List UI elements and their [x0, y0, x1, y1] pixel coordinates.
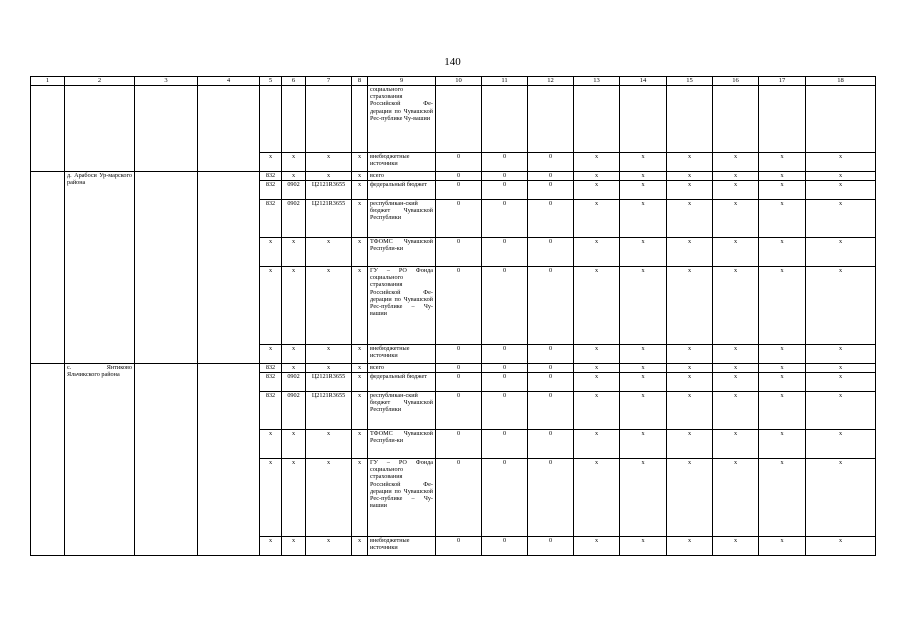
code-cell: 0902	[282, 181, 306, 200]
value-cell: 0	[482, 238, 528, 267]
table-cell	[198, 364, 260, 556]
value-cell: x	[759, 345, 806, 364]
code-cell: x	[260, 459, 282, 537]
source-cell: внебюджетные источники	[368, 537, 436, 556]
value-cell: x	[759, 238, 806, 267]
value-cell: 0	[482, 373, 528, 392]
code-cell: x	[260, 537, 282, 556]
code-cell: x	[282, 345, 306, 364]
table-cell	[135, 153, 198, 172]
table-cell	[135, 86, 198, 153]
source-cell: всего	[368, 172, 436, 181]
column-number: 11	[482, 77, 528, 86]
value-cell: x	[806, 238, 876, 267]
source-cell: социального страхования Российской Фе-дерации по Чувашской Рес-публике Чу-вашии	[368, 86, 436, 153]
value-cell: x	[759, 392, 806, 430]
value-cell: x	[806, 430, 876, 459]
code-cell: x	[352, 172, 368, 181]
value-cell: 0	[528, 373, 574, 392]
value-cell: 0	[528, 181, 574, 200]
value-cell: x	[806, 364, 876, 373]
value-cell: x	[620, 459, 667, 537]
source-cell: внебюджетные источники	[368, 153, 436, 172]
table-cell	[574, 86, 620, 153]
code-cell: 832	[260, 172, 282, 181]
value-cell: x	[667, 364, 713, 373]
value-cell: x	[574, 430, 620, 459]
source-cell: федеральный бюджет	[368, 373, 436, 392]
object-name: д. Арабоси Ур-марского района	[65, 172, 135, 364]
value-cell: x	[759, 172, 806, 181]
value-cell: x	[574, 537, 620, 556]
value-cell: 0	[482, 392, 528, 430]
value-cell: x	[667, 345, 713, 364]
column-number: 18	[806, 77, 876, 86]
funding-table	[30, 76, 876, 556]
table-cell	[31, 86, 65, 153]
source-cell: ТФОМС Чувашской Республи-ки	[368, 430, 436, 459]
column-number: 9	[368, 77, 436, 86]
value-cell: 0	[436, 200, 482, 238]
value-cell: 0	[436, 459, 482, 537]
value-cell: x	[620, 238, 667, 267]
value-cell: 0	[528, 430, 574, 459]
source-cell: всего	[368, 364, 436, 373]
value-cell: 0	[436, 430, 482, 459]
code-cell: x	[260, 238, 282, 267]
source-cell: федеральный бюджет	[368, 181, 436, 200]
value-cell: 0	[528, 364, 574, 373]
table-cell	[306, 86, 352, 153]
value-cell: x	[574, 238, 620, 267]
column-number-row	[31, 77, 876, 86]
value-cell: x	[713, 238, 759, 267]
value-cell: 0	[436, 364, 482, 373]
source-cell: республикан-ский бюджет Чувашской Республики	[368, 392, 436, 430]
code-cell: x	[282, 267, 306, 345]
value-cell: x	[713, 373, 759, 392]
code-cell: Ц2121R3655	[306, 373, 352, 392]
column-number: 10	[436, 77, 482, 86]
table-cell	[667, 86, 713, 153]
code-cell: x	[352, 153, 368, 172]
value-cell: 0	[528, 459, 574, 537]
table-cell	[65, 86, 135, 153]
value-cell: 0	[436, 172, 482, 181]
value-cell: 0	[528, 267, 574, 345]
value-cell: x	[667, 392, 713, 430]
value-cell: x	[806, 267, 876, 345]
value-cell: 0	[482, 153, 528, 172]
table-cell	[31, 172, 65, 364]
value-cell: 0	[436, 392, 482, 430]
code-cell: 0902	[282, 373, 306, 392]
code-cell: x	[306, 430, 352, 459]
code-cell: x	[306, 267, 352, 345]
table-cell	[135, 364, 198, 556]
code-cell: x	[260, 267, 282, 345]
value-cell: 0	[482, 364, 528, 373]
code-cell: x	[306, 364, 352, 373]
value-cell: x	[806, 345, 876, 364]
code-cell: x	[352, 267, 368, 345]
value-cell: x	[713, 153, 759, 172]
code-cell: x	[306, 153, 352, 172]
value-cell: x	[574, 459, 620, 537]
code-cell: 0902	[282, 200, 306, 238]
value-cell: x	[574, 172, 620, 181]
code-cell: x	[282, 537, 306, 556]
code-cell: 0902	[282, 392, 306, 430]
value-cell: x	[759, 153, 806, 172]
value-cell: x	[713, 267, 759, 345]
table-row	[31, 86, 876, 153]
code-cell: 832	[260, 364, 282, 373]
source-cell: ГУ – РО Фонда социального страхования Российской Фе-дерации по Чувашской Рес-публике – Чу-вашии	[368, 459, 436, 537]
value-cell: x	[806, 392, 876, 430]
column-number: 4	[198, 77, 260, 86]
value-cell: 0	[482, 459, 528, 537]
value-cell: 0	[436, 345, 482, 364]
value-cell: 0	[436, 267, 482, 345]
value-cell: 0	[482, 537, 528, 556]
value-cell: x	[574, 373, 620, 392]
value-cell: x	[620, 200, 667, 238]
column-number: 7	[306, 77, 352, 86]
table-row	[31, 172, 876, 181]
code-cell: x	[282, 430, 306, 459]
value-cell: x	[620, 345, 667, 364]
value-cell: x	[759, 373, 806, 392]
value-cell: x	[667, 200, 713, 238]
code-cell: x	[306, 537, 352, 556]
code-cell: x	[352, 364, 368, 373]
source-cell: ТФОМС Чувашской Республи-ки	[368, 238, 436, 267]
column-number: 5	[260, 77, 282, 86]
code-cell: x	[352, 459, 368, 537]
value-cell: 0	[436, 373, 482, 392]
value-cell: 0	[436, 537, 482, 556]
code-cell: x	[352, 345, 368, 364]
column-number: 14	[620, 77, 667, 86]
value-cell: x	[667, 153, 713, 172]
value-cell: x	[759, 537, 806, 556]
table-cell	[759, 86, 806, 153]
value-cell: x	[574, 181, 620, 200]
column-number: 2	[65, 77, 135, 86]
column-number: 8	[352, 77, 368, 86]
table-cell	[31, 364, 65, 556]
value-cell: x	[759, 430, 806, 459]
value-cell: x	[806, 181, 876, 200]
table-cell	[31, 153, 65, 172]
value-cell: x	[806, 172, 876, 181]
value-cell: x	[574, 153, 620, 172]
column-number: 12	[528, 77, 574, 86]
value-cell: 0	[436, 181, 482, 200]
value-cell: 0	[528, 238, 574, 267]
value-cell: x	[620, 392, 667, 430]
code-cell: x	[352, 373, 368, 392]
value-cell: x	[713, 537, 759, 556]
value-cell: x	[713, 181, 759, 200]
code-cell: x	[306, 459, 352, 537]
code-cell: Ц2121R3655	[306, 200, 352, 238]
code-cell: x	[282, 364, 306, 373]
value-cell: 0	[528, 392, 574, 430]
value-cell: x	[806, 200, 876, 238]
value-cell: x	[759, 267, 806, 345]
value-cell: x	[667, 537, 713, 556]
code-cell: Ц2121R3655	[306, 181, 352, 200]
value-cell: 0	[436, 153, 482, 172]
page-number: 140	[444, 56, 461, 68]
value-cell: x	[667, 238, 713, 267]
value-cell: x	[806, 537, 876, 556]
column-number: 3	[135, 77, 198, 86]
code-cell: 832	[260, 200, 282, 238]
code-cell: 832	[260, 373, 282, 392]
code-cell: x	[352, 200, 368, 238]
code-cell: x	[282, 459, 306, 537]
code-cell: x	[352, 238, 368, 267]
table-row	[31, 153, 876, 172]
source-cell: республикан-ский бюджет Чувашской Республики	[368, 200, 436, 238]
table-cell	[620, 86, 667, 153]
value-cell: x	[713, 200, 759, 238]
value-cell: x	[713, 459, 759, 537]
value-cell: 0	[528, 537, 574, 556]
value-cell: x	[574, 267, 620, 345]
value-cell: x	[620, 373, 667, 392]
code-cell: x	[260, 153, 282, 172]
value-cell: x	[667, 459, 713, 537]
value-cell: 0	[528, 172, 574, 181]
value-cell: x	[713, 345, 759, 364]
value-cell: x	[713, 172, 759, 181]
column-number: 13	[574, 77, 620, 86]
value-cell: x	[620, 430, 667, 459]
code-cell: 832	[260, 392, 282, 430]
value-cell: x	[667, 267, 713, 345]
code-cell: Ц2121R3655	[306, 392, 352, 430]
code-cell: 832	[260, 181, 282, 200]
value-cell: x	[574, 392, 620, 430]
column-number: 1	[31, 77, 65, 86]
value-cell: x	[806, 373, 876, 392]
column-number: 17	[759, 77, 806, 86]
value-cell: x	[667, 172, 713, 181]
table-cell	[135, 172, 198, 364]
value-cell: 0	[482, 181, 528, 200]
value-cell: x	[574, 200, 620, 238]
table-cell	[282, 86, 306, 153]
object-name: с. Янтиково Яльчикского района	[65, 364, 135, 556]
table-cell	[260, 86, 282, 153]
value-cell: x	[759, 200, 806, 238]
table-row	[31, 364, 876, 373]
value-cell: x	[620, 153, 667, 172]
table-cell	[65, 153, 135, 172]
table-cell	[713, 86, 759, 153]
column-number: 16	[713, 77, 759, 86]
code-cell: x	[282, 238, 306, 267]
code-cell: x	[282, 153, 306, 172]
code-cell: x	[306, 345, 352, 364]
code-cell: x	[260, 430, 282, 459]
value-cell: x	[667, 181, 713, 200]
value-cell: x	[620, 537, 667, 556]
value-cell: 0	[528, 200, 574, 238]
value-cell: x	[574, 364, 620, 373]
source-cell: ГУ – РО Фонда социального страхования Российской Фе-дерации по Чувашской Рес-публике – Чу-вашии	[368, 267, 436, 345]
value-cell: x	[759, 459, 806, 537]
value-cell: x	[759, 364, 806, 373]
code-cell: x	[282, 172, 306, 181]
value-cell: x	[574, 345, 620, 364]
table-cell	[198, 172, 260, 364]
table-cell	[436, 86, 482, 153]
value-cell: x	[806, 459, 876, 537]
value-cell: x	[620, 172, 667, 181]
value-cell: 0	[528, 345, 574, 364]
value-cell: x	[806, 153, 876, 172]
code-cell: x	[260, 345, 282, 364]
table-cell	[352, 86, 368, 153]
value-cell: 0	[482, 267, 528, 345]
code-cell: x	[352, 392, 368, 430]
value-cell: 0	[482, 430, 528, 459]
code-cell: x	[352, 537, 368, 556]
table-cell	[198, 153, 260, 172]
value-cell: x	[713, 392, 759, 430]
value-cell: x	[713, 430, 759, 459]
value-cell: 0	[482, 200, 528, 238]
value-cell: x	[713, 364, 759, 373]
value-cell: x	[667, 373, 713, 392]
value-cell: x	[620, 364, 667, 373]
table-cell	[528, 86, 574, 153]
table-cell	[482, 86, 528, 153]
value-cell: 0	[482, 345, 528, 364]
value-cell: 0	[482, 172, 528, 181]
code-cell: x	[352, 430, 368, 459]
value-cell: 0	[436, 238, 482, 267]
column-number: 6	[282, 77, 306, 86]
value-cell: x	[667, 430, 713, 459]
table-cell	[198, 86, 260, 153]
value-cell: x	[620, 267, 667, 345]
source-cell: внебюджетные источники	[368, 345, 436, 364]
value-cell: x	[620, 181, 667, 200]
code-cell: x	[306, 172, 352, 181]
table-cell	[806, 86, 876, 153]
code-cell: x	[306, 238, 352, 267]
column-number: 15	[667, 77, 713, 86]
code-cell: x	[352, 181, 368, 200]
value-cell: 0	[528, 153, 574, 172]
value-cell: x	[759, 181, 806, 200]
